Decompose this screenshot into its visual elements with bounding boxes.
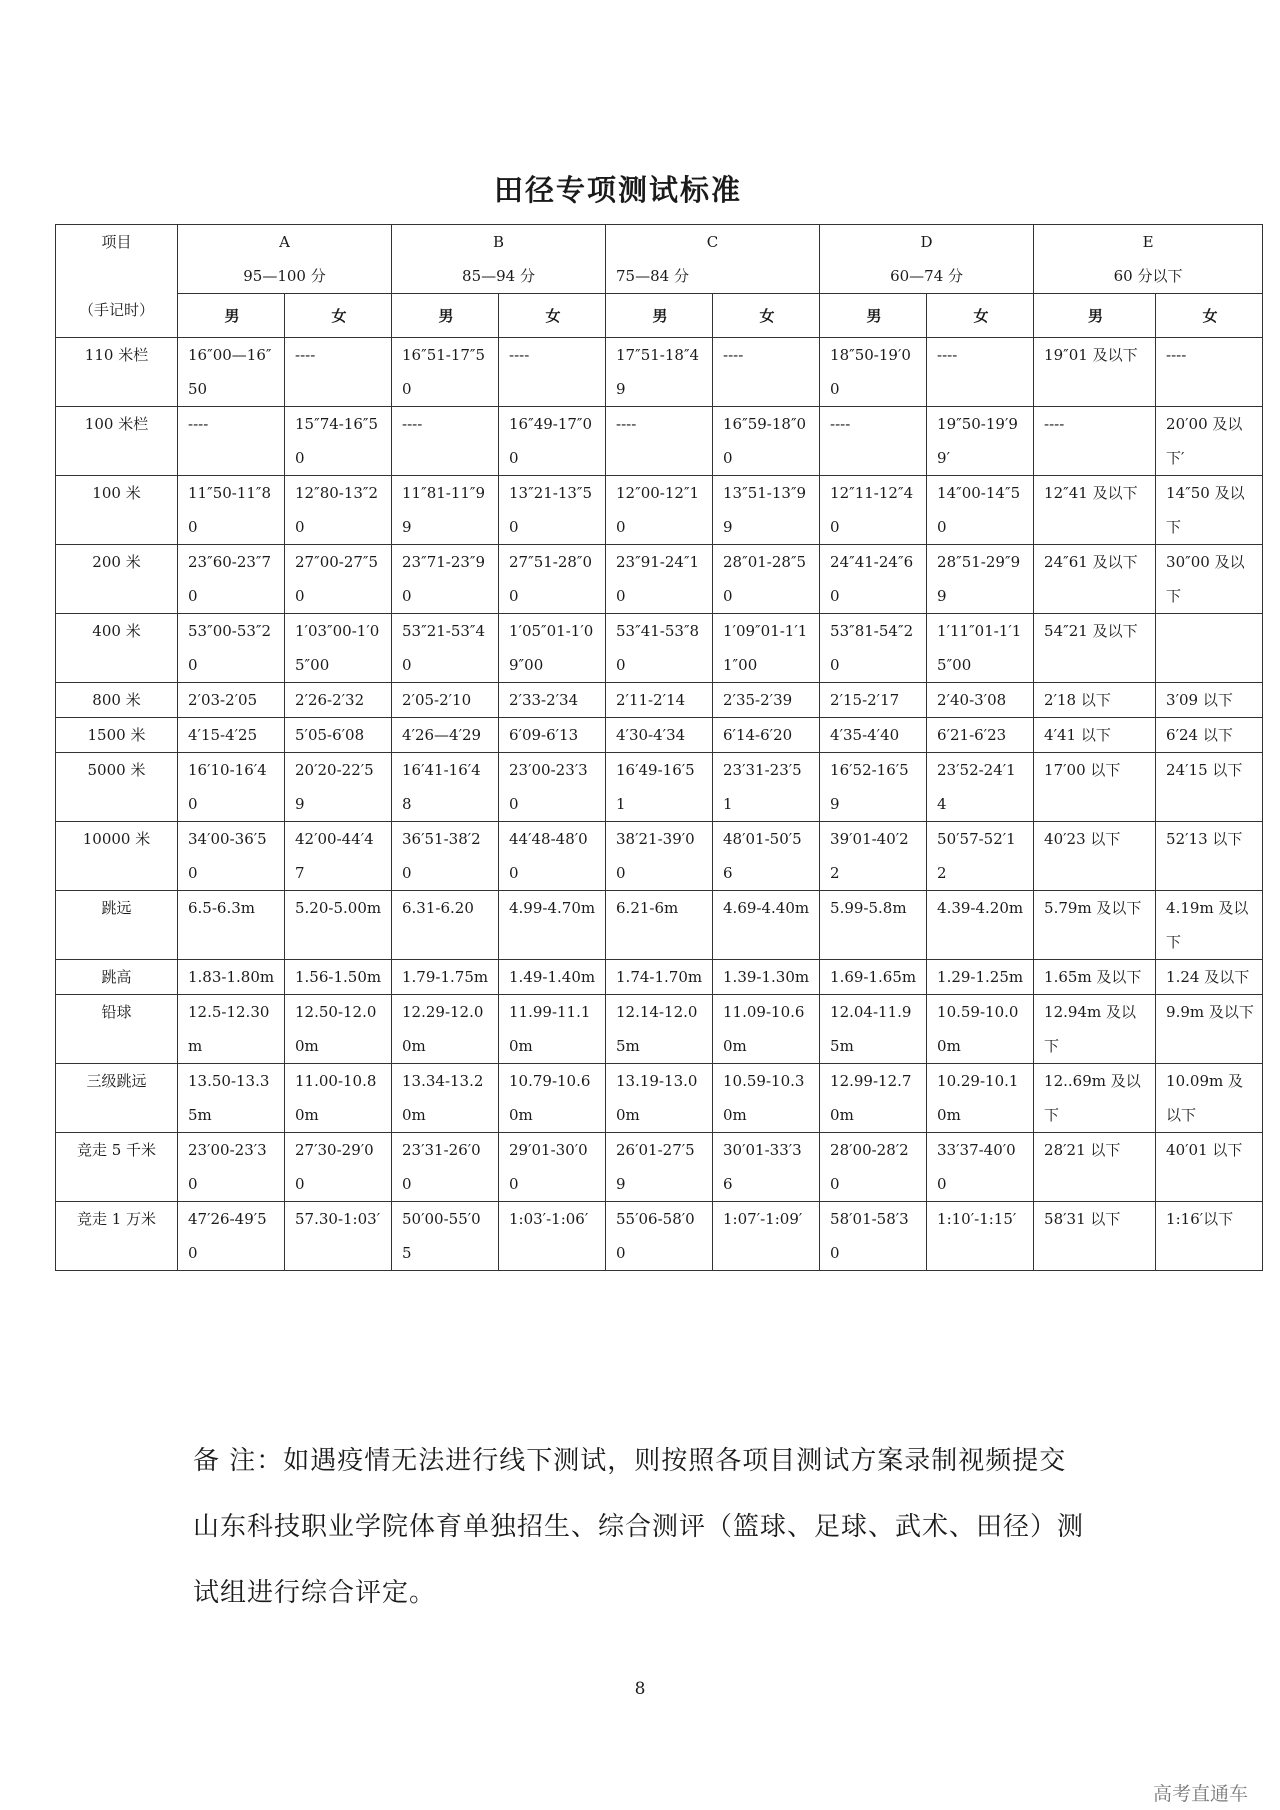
male-standard-cell: 24″41-24″60	[820, 545, 927, 614]
male-standard-cell: 16′52-16′59	[820, 753, 927, 822]
female-standard-cell: 2′40-3′08	[927, 683, 1034, 718]
table-row	[56, 476, 1263, 545]
male-standard-cell: 12.04-11.95m	[820, 995, 927, 1064]
female-standard-cell: 57.30-1:03′	[285, 1202, 392, 1271]
male-standard-cell: 2′03-2′05	[178, 683, 285, 718]
male-standard-cell: 13.19-13.00m	[606, 1064, 713, 1133]
gender-female-header: 女	[713, 294, 820, 338]
event-name-cell: 800 米	[56, 683, 178, 718]
event-name-cell: 110 米栏	[56, 338, 178, 407]
male-standard-cell: 13.34-13.20m	[392, 1064, 499, 1133]
male-standard-cell: 55′06-58′00	[606, 1202, 713, 1271]
grade-letter: E	[1142, 233, 1154, 251]
gender-female-header: 女	[1156, 294, 1263, 338]
female-standard-cell: 10.79-10.60m	[499, 1064, 606, 1133]
male-standard-cell: 54″21 及以下	[1034, 614, 1156, 683]
grade-group-b	[392, 225, 606, 294]
female-standard-cell: 1:16′以下	[1156, 1202, 1263, 1271]
gender-female-header: 女	[927, 294, 1034, 338]
female-standard-cell: 27′30-29′00	[285, 1133, 392, 1202]
female-standard-cell: 1.29-1.25m	[927, 960, 1034, 995]
female-standard-cell: 4.69-4.40m	[713, 891, 820, 960]
female-standard-cell: 1.24 及以下	[1156, 960, 1263, 995]
female-standard-cell: ----	[713, 338, 820, 407]
male-standard-cell: 53″00-53″20	[178, 614, 285, 683]
female-standard-cell: 11.99-11.10m	[499, 995, 606, 1064]
male-standard-cell: 16′41-16′48	[392, 753, 499, 822]
table-row	[56, 683, 1263, 718]
male-standard-cell: 6.5-6.3m	[178, 891, 285, 960]
female-standard-cell: 30″00 及以下	[1156, 545, 1263, 614]
female-standard-cell: ----	[285, 338, 392, 407]
female-standard-cell: 20′00 及以下′	[1156, 407, 1263, 476]
male-standard-cell: 11″81-11″99	[392, 476, 499, 545]
female-standard-cell: 42′00-44′47	[285, 822, 392, 891]
male-standard-cell: 12.29-12.00m	[392, 995, 499, 1064]
male-standard-cell: ----	[178, 407, 285, 476]
female-standard-cell: 11.09-10.60m	[713, 995, 820, 1064]
female-standard-cell	[1156, 614, 1263, 683]
male-standard-cell: 23′31-26′00	[392, 1133, 499, 1202]
male-standard-cell: 12″41 及以下	[1034, 476, 1156, 545]
female-standard-cell: 29′01-30′00	[499, 1133, 606, 1202]
female-standard-cell: 16″59-18″00	[713, 407, 820, 476]
female-standard-cell: 14″50 及以下	[1156, 476, 1263, 545]
female-standard-cell: 2′26-2′32	[285, 683, 392, 718]
gender-female-header: 女	[499, 294, 606, 338]
female-standard-cell: 52′13 以下	[1156, 822, 1263, 891]
male-standard-cell: 23″71-23″90	[392, 545, 499, 614]
male-standard-cell: 23″60-23″70	[178, 545, 285, 614]
female-standard-cell: ----	[927, 338, 1034, 407]
female-standard-cell: 4.39-4.20m	[927, 891, 1034, 960]
male-standard-cell: 28′21 以下	[1034, 1133, 1156, 1202]
grade-group-c	[606, 225, 820, 294]
male-standard-cell: 12.99-12.70m	[820, 1064, 927, 1133]
table-row	[56, 407, 1263, 476]
gender-male-header: 男	[178, 294, 285, 338]
male-standard-cell: 17″51-18″49	[606, 338, 713, 407]
male-standard-cell: 4′41 以下	[1034, 718, 1156, 753]
female-standard-cell: 10.59-10.00m	[927, 995, 1034, 1064]
event-name-cell: 跳高	[56, 960, 178, 995]
female-standard-cell: 50′57-52′12	[927, 822, 1034, 891]
table-row	[56, 753, 1263, 822]
table-row	[56, 718, 1263, 753]
grade-letter: D	[920, 233, 933, 251]
standards-table	[55, 224, 1263, 1271]
female-standard-cell: 30′01-33′36	[713, 1133, 820, 1202]
female-standard-cell: 27″51-28″00	[499, 545, 606, 614]
female-standard-cell: 5′05-6′08	[285, 718, 392, 753]
female-standard-cell: 1.49-1.40m	[499, 960, 606, 995]
male-standard-cell: 16′49-16′51	[606, 753, 713, 822]
female-standard-cell: 3′09 以下	[1156, 683, 1263, 718]
female-standard-cell: 24′15 以下	[1156, 753, 1263, 822]
gender-female-header: 女	[285, 294, 392, 338]
female-standard-cell: 6′21-6′23	[927, 718, 1034, 753]
female-standard-cell: 2′33-2′34	[499, 683, 606, 718]
male-standard-cell: 2′05-2′10	[392, 683, 499, 718]
grade-score-range: 75—84 分	[616, 267, 689, 285]
female-standard-cell: 2′35-2′39	[713, 683, 820, 718]
male-standard-cell: 40′23 以下	[1034, 822, 1156, 891]
female-standard-cell: 14″00-14″50	[927, 476, 1034, 545]
female-standard-cell: 44′48-48′00	[499, 822, 606, 891]
male-standard-cell: 1.65m 及以下	[1034, 960, 1156, 995]
male-standard-cell: 53″81-54″20	[820, 614, 927, 683]
male-standard-cell: 12.14-12.05m	[606, 995, 713, 1064]
male-standard-cell: 34′00-36′50	[178, 822, 285, 891]
male-standard-cell: 2′15-2′17	[820, 683, 927, 718]
female-standard-cell: ----	[499, 338, 606, 407]
header-item-label: 项目	[101, 233, 132, 251]
female-standard-cell: 1.56-1.50m	[285, 960, 392, 995]
event-name-cell: 400 米	[56, 614, 178, 683]
event-name-cell: 竞走 1 万米	[56, 1202, 178, 1271]
female-standard-cell: 4.99-4.70m	[499, 891, 606, 960]
male-standard-cell: 50′00-55′05	[392, 1202, 499, 1271]
event-name-cell: 1500 米	[56, 718, 178, 753]
male-standard-cell: 53″21-53″40	[392, 614, 499, 683]
grade-score-range: 60 分以下	[1113, 267, 1183, 285]
table-row	[56, 614, 1263, 683]
female-standard-cell: 16″49-17″00	[499, 407, 606, 476]
male-standard-cell: ----	[392, 407, 499, 476]
male-standard-cell: 2′18 以下	[1034, 683, 1156, 718]
male-standard-cell: 23″91-24″10	[606, 545, 713, 614]
male-standard-cell: 47′26-49′50	[178, 1202, 285, 1271]
female-standard-cell: 23′52-24′14	[927, 753, 1034, 822]
male-standard-cell: 5.79m 及以下	[1034, 891, 1156, 960]
male-standard-cell: 4′35-4′40	[820, 718, 927, 753]
event-name-cell: 5000 米	[56, 753, 178, 822]
female-standard-cell: 6′14-6′20	[713, 718, 820, 753]
table-row	[56, 1202, 1263, 1271]
gender-male-header: 男	[392, 294, 499, 338]
male-standard-cell: 16″00—16″50	[178, 338, 285, 407]
male-standard-cell: 12..69m 及以下	[1034, 1064, 1156, 1133]
male-standard-cell: 24″61 及以下	[1034, 545, 1156, 614]
grade-score-range: 95—100 分	[243, 267, 326, 285]
male-standard-cell: 53″41-53″80	[606, 614, 713, 683]
event-name-cell: 100 米栏	[56, 407, 178, 476]
male-standard-cell: ----	[820, 407, 927, 476]
remark-note: 备 注：如遇疫情无法进行线下测试，则按照各项目测试方案录制视频提交山东科技职业学院体育单独招生、综合测评（篮球、足球、武术、田径）测试组进行综合评定。	[193, 1446, 1085, 1608]
female-standard-cell: 1′03″00-1′05″00	[285, 614, 392, 683]
female-standard-cell: 13″51-13″99	[713, 476, 820, 545]
female-standard-cell: 13″21-13″50	[499, 476, 606, 545]
female-standard-cell: 12.50-12.00m	[285, 995, 392, 1064]
female-standard-cell: 40′01 以下	[1156, 1133, 1263, 1202]
male-standard-cell: 1.79-1.75m	[392, 960, 499, 995]
male-standard-cell: ----	[606, 407, 713, 476]
female-standard-cell: 10.59-10.30m	[713, 1064, 820, 1133]
female-standard-cell: 1:10′-1:15′	[927, 1202, 1034, 1271]
male-standard-cell: 1.69-1.65m	[820, 960, 927, 995]
male-standard-cell: 36′51-38′20	[392, 822, 499, 891]
table-row	[56, 1133, 1263, 1202]
table-body	[56, 338, 1263, 1271]
page-title: 田径专项测试标准	[493, 173, 742, 207]
event-name-cell: 跳远	[56, 891, 178, 960]
table-row	[56, 822, 1263, 891]
male-standard-cell: 2′11-2′14	[606, 683, 713, 718]
male-standard-cell: 12″00-12″10	[606, 476, 713, 545]
female-standard-cell: 4.19m 及以下	[1156, 891, 1263, 960]
female-standard-cell: 15″74-16″50	[285, 407, 392, 476]
male-standard-cell: ----	[1034, 407, 1156, 476]
female-standard-cell: 12″80-13″20	[285, 476, 392, 545]
female-standard-cell: 1.39-1.30m	[713, 960, 820, 995]
female-standard-cell: 1:07′-1:09′	[713, 1202, 820, 1271]
grade-score-range: 60—74 分	[890, 267, 964, 285]
male-standard-cell: 1.74-1.70m	[606, 960, 713, 995]
male-standard-cell: 4′26—4′29	[392, 718, 499, 753]
gender-male-header: 男	[820, 294, 927, 338]
female-standard-cell: 6′09-6′13	[499, 718, 606, 753]
male-standard-cell: 23′00-23′30	[178, 1133, 285, 1202]
male-standard-cell: 6.21-6m	[606, 891, 713, 960]
event-name-cell: 200 米	[56, 545, 178, 614]
table-row	[56, 1064, 1263, 1133]
male-standard-cell: 17′00 以下	[1034, 753, 1156, 822]
male-standard-cell: 26′01-27′59	[606, 1133, 713, 1202]
male-standard-cell: 12.5-12.30m	[178, 995, 285, 1064]
event-name-cell: 100 米	[56, 476, 178, 545]
female-standard-cell: 20′20-22′59	[285, 753, 392, 822]
table-row	[56, 545, 1263, 614]
female-standard-cell: 23′31-23′51	[713, 753, 820, 822]
grade-group-d	[820, 225, 1034, 294]
gender-male-header: 男	[1034, 294, 1156, 338]
male-standard-cell: 12″11-12″40	[820, 476, 927, 545]
table-row	[56, 891, 1263, 960]
header-row-groups	[56, 225, 1263, 294]
male-standard-cell: 28′00-28′20	[820, 1133, 927, 1202]
female-standard-cell: ----	[1156, 338, 1263, 407]
grade-letter: B	[492, 233, 505, 251]
event-name-cell: 竞走 5 千米	[56, 1133, 178, 1202]
male-standard-cell: 19″01 及以下	[1034, 338, 1156, 407]
grade-score-range: 85—94 分	[462, 267, 535, 285]
watermark-text: 高考直通车	[1152, 1783, 1248, 1805]
female-standard-cell: 23′00-23′30	[499, 753, 606, 822]
male-standard-cell: 13.50-13.35m	[178, 1064, 285, 1133]
page-number: 8	[634, 1679, 646, 1699]
male-standard-cell: 12.94m 及以下	[1034, 995, 1156, 1064]
header-row-gender	[56, 294, 1263, 338]
female-standard-cell: 33′37-40′00	[927, 1133, 1034, 1202]
male-standard-cell: 5.99-5.8m	[820, 891, 927, 960]
female-standard-cell: 10.09m 及以下	[1156, 1064, 1263, 1133]
event-name-cell: 10000 米	[56, 822, 178, 891]
gender-male-header: 男	[606, 294, 713, 338]
male-standard-cell: 4′30-4′34	[606, 718, 713, 753]
grade-group-a	[178, 225, 392, 294]
female-standard-cell: 11.00-10.80m	[285, 1064, 392, 1133]
female-standard-cell: 27″00-27″50	[285, 545, 392, 614]
male-standard-cell: 4′15-4′25	[178, 718, 285, 753]
male-standard-cell: 6.31-6.20	[392, 891, 499, 960]
male-standard-cell: 58′31 以下	[1034, 1202, 1156, 1271]
header-item-cell	[56, 225, 178, 338]
event-name-cell: 铅球	[56, 995, 178, 1064]
table-header	[56, 225, 1263, 338]
male-standard-cell: 11″50-11″80	[178, 476, 285, 545]
grade-group-e	[1034, 225, 1263, 294]
female-standard-cell: 19″50-19′99′	[927, 407, 1034, 476]
male-standard-cell: 18″50-19′00	[820, 338, 927, 407]
female-standard-cell: 10.29-10.10m	[927, 1064, 1034, 1133]
table-row	[56, 960, 1263, 995]
female-standard-cell: 48′01-50′56	[713, 822, 820, 891]
female-standard-cell: 1:03′-1:06′	[499, 1202, 606, 1271]
male-standard-cell: 16″51-17″50	[392, 338, 499, 407]
male-standard-cell: 38′21-39′00	[606, 822, 713, 891]
table-row	[56, 338, 1263, 407]
female-standard-cell: 5.20-5.00m	[285, 891, 392, 960]
male-standard-cell: 16′10-16′40	[178, 753, 285, 822]
grade-letter: C	[706, 233, 719, 251]
female-standard-cell: 9.9m 及以下	[1156, 995, 1263, 1064]
female-standard-cell: 6′24 以下	[1156, 718, 1263, 753]
header-item-sub: （手记时）	[78, 301, 154, 319]
male-standard-cell: 58′01-58′30	[820, 1202, 927, 1271]
female-standard-cell: 28″51-29″99	[927, 545, 1034, 614]
event-name-cell: 三级跳远	[56, 1064, 178, 1133]
female-standard-cell: 1′05″01-1′09″00	[499, 614, 606, 683]
female-standard-cell: 1′09″01-1′11″00	[713, 614, 820, 683]
male-standard-cell: 1.83-1.80m	[178, 960, 285, 995]
female-standard-cell: 28″01-28″50	[713, 545, 820, 614]
female-standard-cell: 1′11″01-1′15″00	[927, 614, 1034, 683]
grade-letter: A	[279, 233, 290, 251]
table-row	[56, 995, 1263, 1064]
male-standard-cell: 39′01-40′22	[820, 822, 927, 891]
